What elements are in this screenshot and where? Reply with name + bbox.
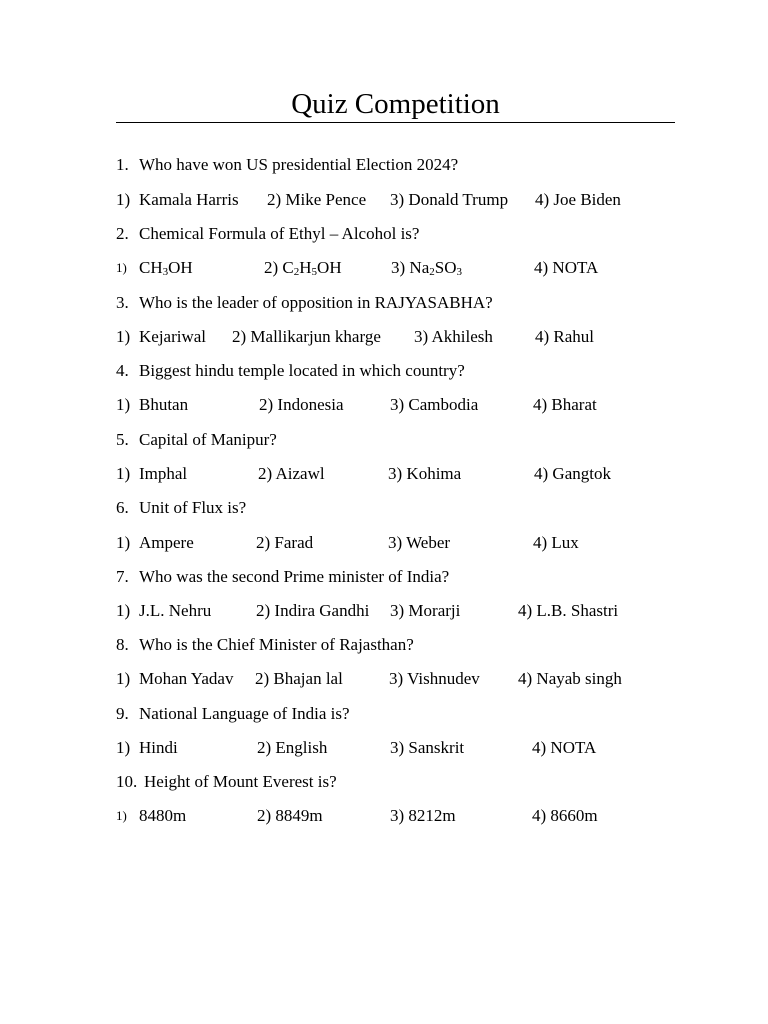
question-number: 7. — [116, 567, 129, 586]
option-number: 1) — [116, 260, 127, 275]
question-number: 5. — [116, 430, 129, 449]
option-number: 1) — [116, 190, 131, 209]
option-3: 3) 8212m — [390, 806, 456, 825]
option-4: 4) L.B. Shastri — [518, 601, 619, 620]
option-4: 4) 8660m — [532, 806, 598, 825]
option-2: 2) 8849m — [257, 806, 323, 825]
question-text: Who is the Chief Minister of Rajasthan? — [139, 635, 414, 654]
option-1: Kamala Harris — [139, 190, 239, 209]
question-number: 2. — [116, 224, 129, 243]
option-4: 4) Joe Biden — [535, 190, 621, 209]
question-text: Chemical Formula of Ethyl – Alcohol is? — [139, 224, 420, 243]
option-4: 4) Lux — [533, 533, 579, 552]
option-2: 2) Aizawl — [258, 464, 325, 483]
question-number: 4. — [116, 361, 129, 380]
question-number: 10. — [116, 772, 138, 791]
option-number: 1) — [116, 533, 131, 552]
option-3: 3) Cambodia — [390, 395, 479, 414]
option-2: 2) Mike Pence — [267, 190, 367, 209]
option-2: 2) Farad — [256, 533, 314, 552]
option-number: 1) — [116, 327, 131, 346]
option-3: 3) Vishnudev — [389, 669, 480, 688]
question-number: 8. — [116, 635, 129, 654]
option-1: Ampere — [139, 533, 194, 552]
option-number: 1) — [116, 601, 131, 620]
option-1: 8480m — [139, 806, 187, 825]
option-2: 2) $C_2H_5OH$ — [264, 258, 342, 278]
option-4: 4) Bharat — [533, 395, 597, 414]
question-text: National Language of India is? — [139, 704, 350, 723]
option-number: 1) — [116, 395, 131, 414]
page-title: Quiz Competition — [291, 88, 500, 120]
question-text: Who was the second Prime minister of India? — [139, 567, 450, 586]
question-text: Capital of Manipur? — [139, 430, 277, 449]
option-1: Kejariwal — [139, 327, 207, 346]
question-number: 1. — [116, 155, 129, 174]
option-number: 1) — [116, 808, 127, 823]
option-2: 2) English — [257, 738, 328, 757]
option-number: 1) — [116, 464, 131, 483]
option-3: 3) Donald Trump — [390, 190, 509, 209]
option-3: 3) Sanskrit — [390, 738, 465, 757]
option-3: 3) $Na_2SO_3$ — [391, 258, 462, 278]
option-number: 1) — [116, 738, 131, 757]
option-1: $CH_3OH$ — [139, 258, 193, 278]
option-4: 4) NOTA — [534, 258, 599, 277]
option-2: 2) Indira Gandhi — [256, 601, 370, 620]
title-underline — [116, 122, 675, 123]
option-1: Mohan Yadav — [139, 669, 234, 688]
option-3: 3) Kohima — [388, 464, 462, 483]
question-text: Who is the leader of opposition in RAJYASABHA? — [139, 293, 493, 312]
option-4: 4) NOTA — [532, 738, 597, 757]
option-4: 4) Gangtok — [534, 464, 611, 483]
option-4: 4) Nayab singh — [518, 669, 622, 688]
option-1: Imphal — [139, 464, 188, 483]
option-2: 2) Mallikarjun kharge — [232, 327, 381, 346]
option-3: 3) Weber — [388, 533, 451, 552]
question-text: Who have won US presidential Election 2024? — [139, 155, 459, 174]
option-3: 3) Akhilesh — [414, 327, 493, 346]
question-text: Unit of Flux is? — [139, 498, 247, 517]
option-1: Bhutan — [139, 395, 189, 414]
question-text: Height of Mount Everest is? — [144, 772, 337, 791]
option-2: 2) Indonesia — [259, 395, 344, 414]
option-3: 3) Morarji — [390, 601, 461, 620]
question-number: 9. — [116, 704, 129, 723]
option-1: J.L. Nehru — [139, 601, 212, 620]
question-number: 3. — [116, 293, 129, 312]
question-text: Biggest hindu temple located in which country? — [139, 361, 465, 380]
question-number: 6. — [116, 498, 129, 517]
option-2: 2) Bhajan lal — [255, 669, 343, 688]
option-number: 1) — [116, 669, 131, 688]
option-1: Hindi — [139, 738, 178, 757]
option-4: 4) Rahul — [535, 327, 595, 346]
